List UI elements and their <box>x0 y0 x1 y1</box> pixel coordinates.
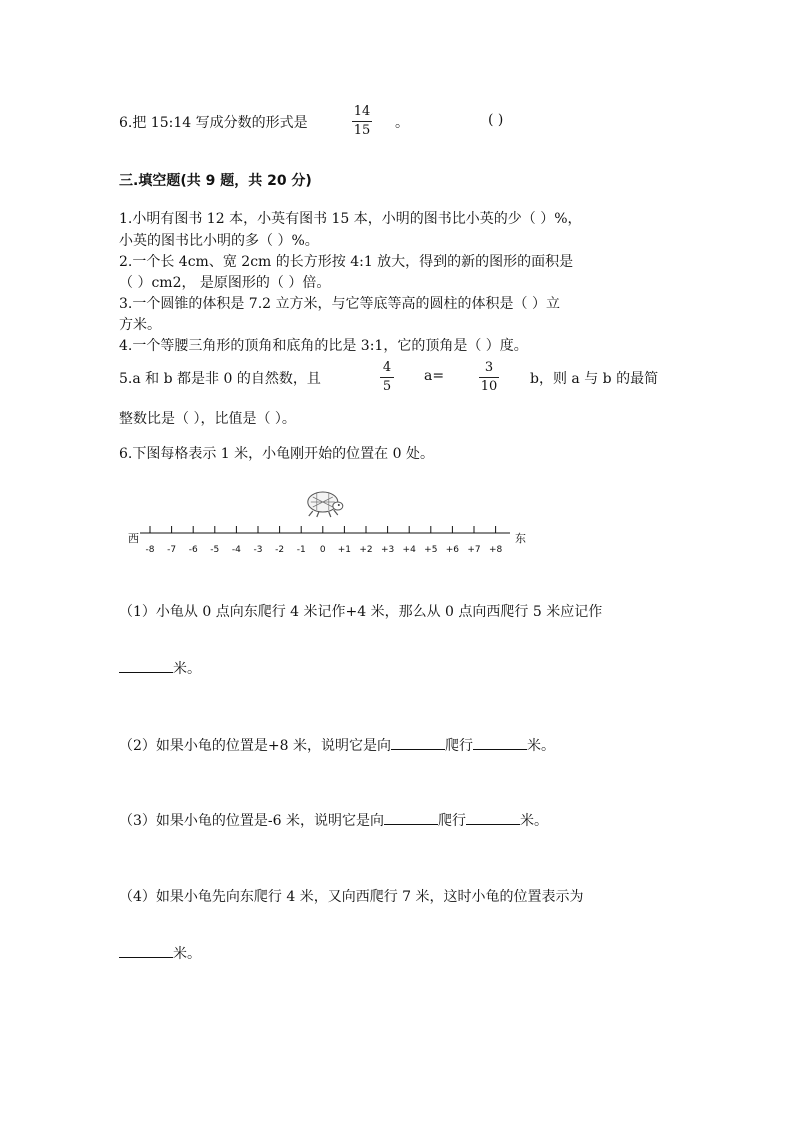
s3-text-c: 米。 <box>520 813 548 829</box>
turtle-icon <box>308 492 343 517</box>
q5-fraction-1 <box>380 360 394 395</box>
q5-a-eq: a= <box>424 368 445 384</box>
unit-text: 米。 <box>173 661 201 677</box>
q6-text: 6.下图每格表示 1 米，小龟刚开始的位置在 0 处。 <box>119 446 434 462</box>
q5-fraction-2 <box>479 360 499 395</box>
east-label: 东 <box>515 532 526 545</box>
number-line <box>118 490 538 562</box>
tick-label: +4 <box>402 545 416 555</box>
fill-q4 <box>119 335 528 355</box>
q5-text-3: b，则 a 与 b 的最简 <box>530 371 659 387</box>
tick-label: -8 <box>145 545 155 555</box>
tick-label: 0 <box>319 545 326 555</box>
q5-text-line2: 整数比是（ ），比值是（ ）。 <box>119 411 296 427</box>
distance-blank[interactable] <box>473 735 527 750</box>
fill-q3-line1 <box>119 293 560 313</box>
q5-text: 5.a 和 b 都是非 0 的自然数，且 <box>119 371 321 387</box>
sub-q2 <box>119 735 555 755</box>
tf-question-6 <box>119 112 308 132</box>
fill-q1-line2 <box>119 230 319 250</box>
fraction-denominator: 5 <box>382 379 392 394</box>
answer-blank[interactable] <box>119 943 173 958</box>
fraction-denominator: 15 <box>353 123 371 138</box>
s3-text-b: 爬行 <box>438 813 466 829</box>
q4-text: 4.一个等腰三角形的顶角和底角的比是 3:1，它的顶角是（ ）度。 <box>119 338 528 354</box>
q1-text-2: 小英的图书比小明的多（ ）%。 <box>119 233 319 249</box>
q2-text-2: （ ）cm2， 是原图形的（ ）倍。 <box>119 275 331 291</box>
sub-q1-line1 <box>119 601 602 621</box>
s2-text-a: （2）如果小龟的位置是+8 米，说明它是向 <box>119 738 391 754</box>
tf-q6-answer-paren[interactable] <box>488 112 503 128</box>
q2-text: 2.一个长 4cm、宽 2cm 的长方形按 4:1 放大，得到的新的图形的面积是 <box>119 254 574 270</box>
tick-group <box>146 526 503 555</box>
q1-text: 1.小明有图书 12 本，小英有图书 15 本，小明的图书比小英的少（ ）%， <box>119 211 582 227</box>
tick-label: -3 <box>253 545 263 555</box>
section-title-text: 三.填空题(共 9 题，共 20 分) <box>119 173 312 189</box>
fill-q5-part3 <box>530 368 658 388</box>
fill-q1-line1 <box>119 208 582 228</box>
tick-label: -6 <box>188 545 198 555</box>
fill-q2-line2 <box>119 272 330 292</box>
direction-blank[interactable] <box>391 735 445 750</box>
fill-q5-part1 <box>119 368 321 388</box>
tick-label: +3 <box>380 545 395 555</box>
fraction-denominator: 10 <box>480 379 498 394</box>
tick-label: +5 <box>424 545 438 555</box>
fraction-numerator: 3 <box>484 360 494 375</box>
tf-q6-text: 6.把 15:14 写成分数的形式是 <box>119 115 308 131</box>
tick-label: -5 <box>210 545 220 555</box>
answer-paren: ( ) <box>488 112 504 128</box>
unit-text: 米。 <box>173 946 201 962</box>
answer-blank[interactable] <box>119 658 173 673</box>
tick-label: +8 <box>488 545 503 555</box>
q3-text: 3.一个圆锥的体积是 7.2 立方米，与它等底等高的圆柱的体积是（ ）立 <box>119 296 560 312</box>
tick-label: +6 <box>445 545 460 555</box>
sub-q1-line2 <box>119 658 201 678</box>
period: 。 <box>395 115 409 131</box>
west-label: 西 <box>128 532 139 545</box>
tick-label: -7 <box>167 545 177 555</box>
fill-q6 <box>119 443 434 463</box>
tf-q6-after <box>395 112 409 132</box>
tick-label: +7 <box>467 545 481 555</box>
tf-q6-fraction <box>352 104 372 139</box>
s3-text-a: （3）如果小龟的位置是-6 米，说明它是向 <box>119 813 384 829</box>
sub-q3 <box>119 810 548 830</box>
s4-text: （4）如果小龟先向东爬行 4 米，又向西爬行 7 米，这时小龟的位置表示为 <box>119 889 584 905</box>
s1-text: （1）小龟从 0 点向东爬行 4 米记作+4 米，那么从 0 点向西爬行 5 米应记作 <box>119 604 603 620</box>
direction-blank[interactable] <box>384 810 438 825</box>
fraction-numerator: 4 <box>382 360 392 375</box>
q3-text-2: 方米。 <box>119 317 161 333</box>
tick-label: -1 <box>296 545 306 555</box>
fill-q5-line2 <box>119 408 296 428</box>
tick-label: +1 <box>337 545 352 555</box>
sub-q4-line1 <box>119 886 584 906</box>
section-title <box>119 170 312 190</box>
tick-label: -4 <box>231 545 241 555</box>
fill-q3-line2 <box>119 314 161 334</box>
tick-label: -2 <box>275 545 285 555</box>
fill-q2-line1 <box>119 251 573 271</box>
tick-label: +2 <box>359 545 373 555</box>
sub-q4-line2 <box>119 943 201 963</box>
distance-blank[interactable] <box>466 810 520 825</box>
s2-text-c: 米。 <box>527 738 555 754</box>
fill-q5-part2 <box>424 368 444 384</box>
fraction-numerator: 14 <box>353 104 371 119</box>
s2-text-b: 爬行 <box>445 738 473 754</box>
